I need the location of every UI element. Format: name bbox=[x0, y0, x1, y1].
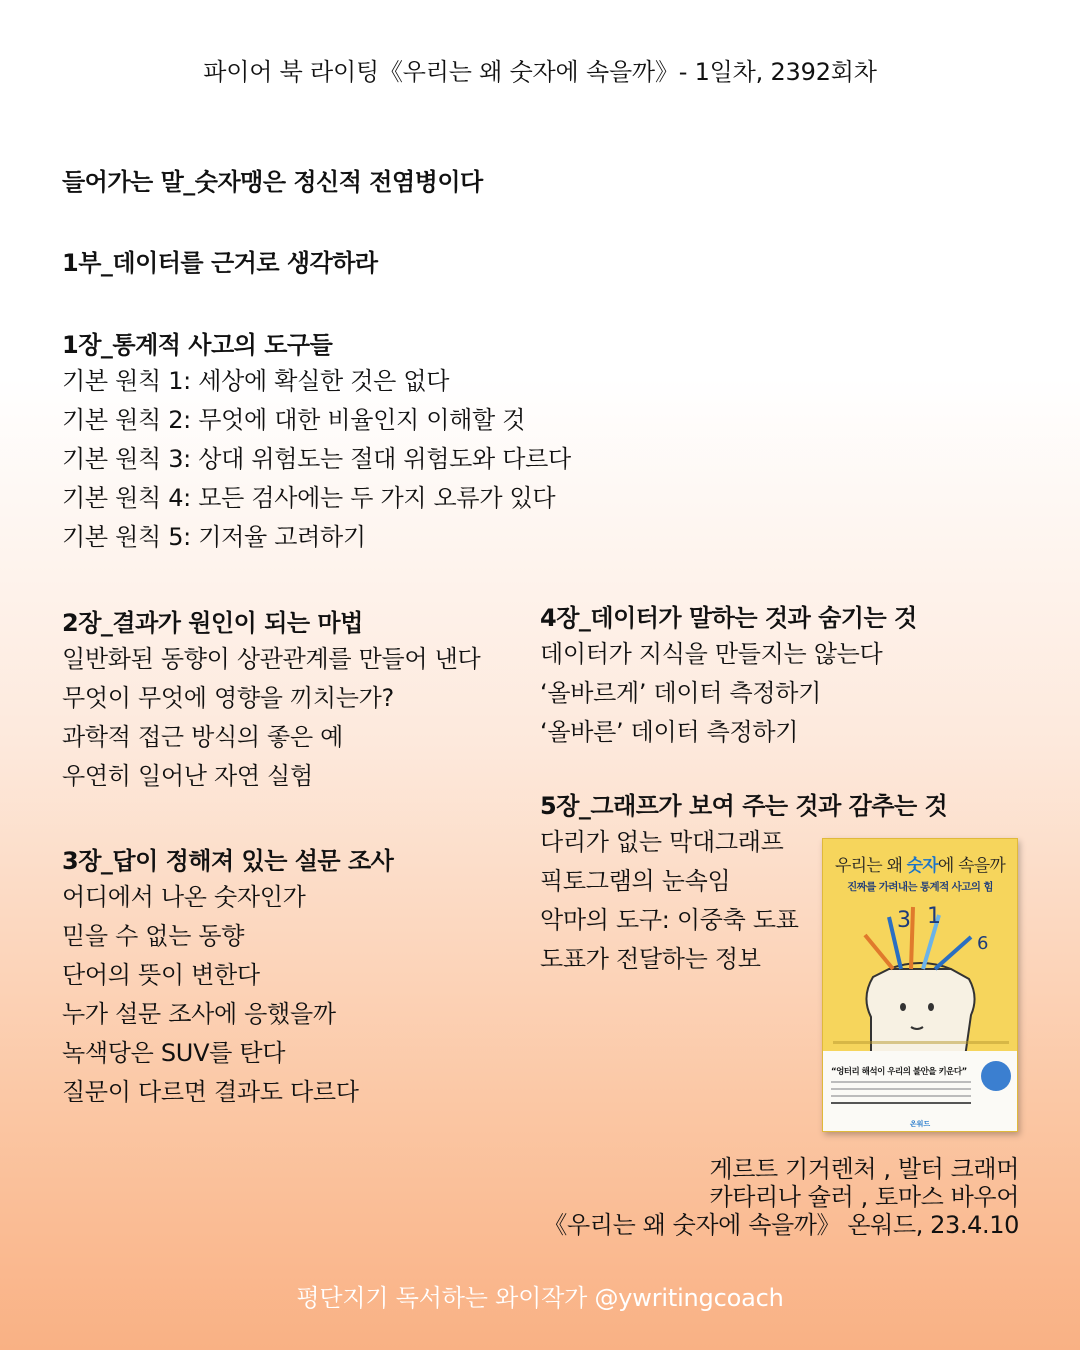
svg-text:3: 3 bbox=[897, 908, 911, 933]
chapter3-heading: 3장_답이 정해져 있는 설문 조사 bbox=[62, 847, 394, 875]
chapter4-heading: 4장_데이터가 말하는 것과 숨기는 것 bbox=[540, 604, 917, 632]
chapter3-line: 어디에서 나온 숫자인가 bbox=[62, 883, 306, 911]
credit-line: 카타리나 슐러 , 토마스 바우어 bbox=[709, 1183, 1019, 1211]
chapter1-line: 기본 원칙 4: 모든 검사에는 두 가지 오류가 있다 bbox=[62, 484, 556, 512]
chapter2-line: 일반화된 동향이 상관관계를 만들어 낸다 bbox=[62, 645, 481, 673]
part1-section bbox=[62, 243, 378, 278]
chapter2-heading: 2장_결과가 원인이 되는 마법 bbox=[62, 609, 363, 637]
chapter1-heading: 1장_통계적 사고의 도구들 bbox=[62, 331, 333, 359]
chapter1-line: 기본 원칙 1: 세상에 확실한 것은 없다 bbox=[62, 367, 450, 395]
chapter5-line: 도표가 전달하는 정보 bbox=[540, 945, 761, 973]
chapter4-line: ‘올바르게’ 데이터 측정하기 bbox=[540, 679, 822, 707]
book-cover-subtitle: 진짜를 가려내는 통계적 사고의 힘 bbox=[847, 881, 993, 893]
head-illustration-icon bbox=[831, 897, 1011, 1057]
chapter3-line: 믿을 수 없는 동향 bbox=[62, 922, 245, 950]
chapter2-section bbox=[62, 603, 480, 796]
chapter2-line: 과학적 접근 방식의 좋은 예 bbox=[62, 723, 344, 751]
intro-heading: 들어가는 말_숫자맹은 정신적 전염병이다 bbox=[62, 168, 483, 196]
chapter3-line: 단어의 뜻이 변한다 bbox=[62, 961, 260, 989]
book-cover-author-strip bbox=[833, 1041, 1009, 1044]
book-cover-title bbox=[823, 851, 1017, 876]
part1-heading: 1부_데이터를 근거로 생각하라 bbox=[62, 249, 378, 277]
book-cover-title-pre: 우리는 왜 bbox=[834, 856, 907, 876]
chapter2-line: 우연히 일어난 자연 실험 bbox=[62, 762, 313, 790]
book-cover-title-highlight: 숫자 bbox=[906, 856, 938, 876]
chapter1-line: 기본 원칙 5: 기저율 고려하기 bbox=[62, 523, 366, 551]
page-header-title: 파이어 북 라이팅《우리는 왜 숫자에 속을까》- 1일차, 2392회차 bbox=[203, 58, 877, 86]
chapter2-line: 무엇이 무엇에 영향을 끼치는가? bbox=[62, 684, 394, 712]
chapter5-line: 다리가 없는 막대그래프 bbox=[540, 828, 784, 856]
book-cover-title-post: 에 속을까 bbox=[937, 856, 1006, 876]
chapter3-section bbox=[62, 841, 393, 1112]
chapter4-line: 데이터가 지식을 만들지는 않는다 bbox=[540, 640, 883, 668]
book-cover-image bbox=[822, 838, 1018, 1132]
chapter3-line: 질문이 다르면 결과도 다르다 bbox=[62, 1078, 359, 1106]
book-cover-quote: “엉터리 해석이 우리의 불안을 키운다” bbox=[831, 1067, 967, 1077]
credit-line: 《우리는 왜 숫자에 속을까》 온워드, 23.4.10 bbox=[543, 1211, 1019, 1239]
chapter1-line: 기본 원칙 3: 상대 위험도는 절대 위험도와 다르다 bbox=[62, 445, 571, 473]
chapter1-line: 기본 원칙 2: 무엇에 대한 비율인지 이해할 것 bbox=[62, 406, 526, 434]
svg-text:6: 6 bbox=[977, 933, 989, 954]
chapter5-line: 픽토그램의 눈속임 bbox=[540, 867, 731, 895]
book-cover-badge bbox=[981, 1061, 1011, 1091]
chapter4-line: ‘올바른’ 데이터 측정하기 bbox=[540, 718, 799, 746]
chapter5-heading: 5장_그래프가 보여 주는 것과 감추는 것 bbox=[540, 792, 948, 820]
book-cover-blurb bbox=[831, 1081, 971, 1109]
chapter5-line: 악마의 도구: 이중축 도표 bbox=[540, 906, 799, 934]
chapter1-section bbox=[62, 325, 571, 557]
intro-section bbox=[62, 162, 483, 197]
chapter4-section bbox=[540, 598, 917, 752]
book-cover-publisher: 온워드 bbox=[909, 1120, 931, 1128]
credits-section bbox=[543, 1155, 1019, 1239]
chapter3-line: 녹색당은 SUV를 탄다 bbox=[62, 1039, 286, 1067]
footer-signature: 평단지기 독서하는 와이작가 @ywritingcoach bbox=[296, 1284, 784, 1312]
credit-line: 게르트 기거렌처 , 발터 크래머 bbox=[709, 1155, 1019, 1183]
book-cover-band bbox=[823, 1051, 1017, 1132]
svg-text:1: 1 bbox=[927, 904, 941, 929]
chapter3-line: 누가 설문 조사에 응했을까 bbox=[62, 1000, 336, 1028]
